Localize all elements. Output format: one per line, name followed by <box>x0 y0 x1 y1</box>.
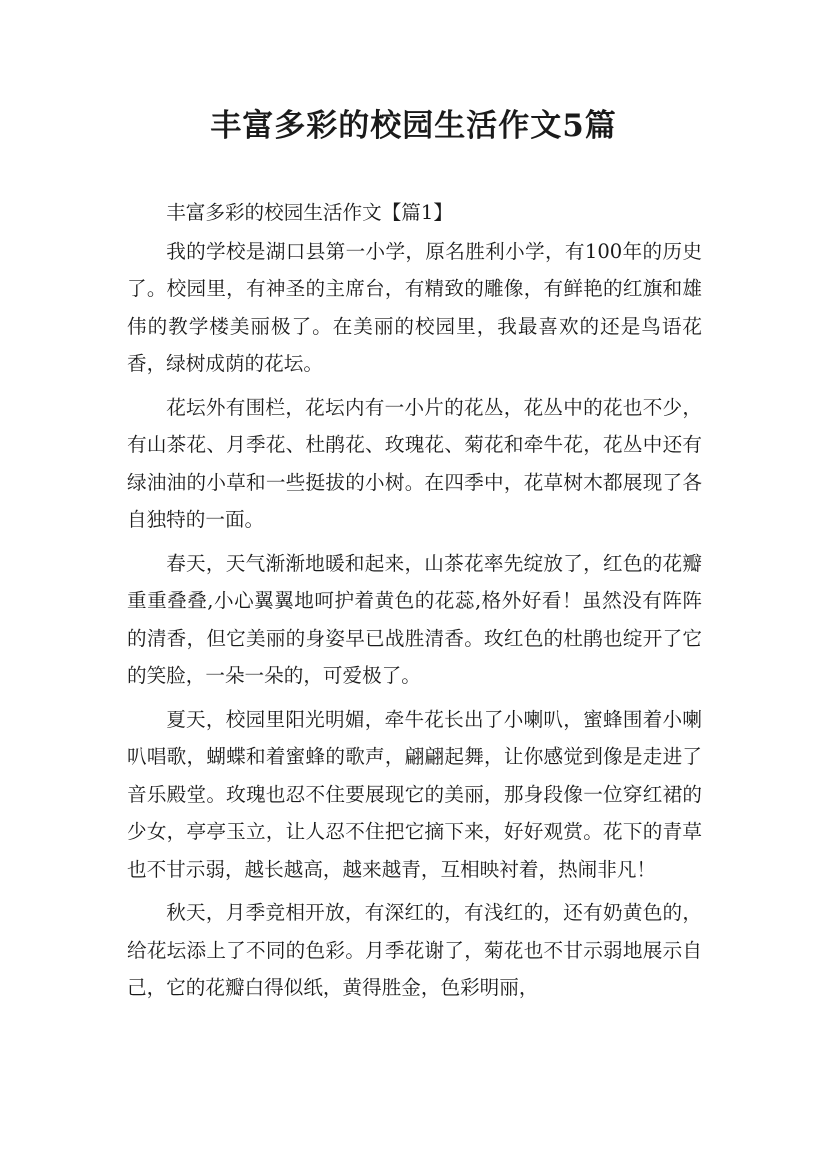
paragraph: 夏天，校园里阳光明媚，牵牛花长出了小喇叭，蜜蜂围着小喇叭唱歌，蝴蝶和着蜜蜂的歌声，翩翩起舞，让你感觉到像是走进了音乐殿堂。玫瑰也忍不住要展现它的美丽，那身段像一位穿红裙的少女，亭亭玉立，让人忍不住把它摘下来，好好观赏。花下的青草也不甘示弱，越长越高，越来越青，互相映衬着，热闹非凡！ <box>127 707 702 881</box>
document-title: 丰富多彩的校园生活作文5篇 <box>210 108 617 144</box>
paragraph: 秋天，月季竞相开放，有深红的，有浅红的，还有奶黄色的，给花坛添上了不同的色彩。月季花谢了，菊花也不甘示弱地展示自己，它的花瓣白得似纸，黄得胜金，色彩明丽， <box>127 901 702 999</box>
document-body <box>127 194 702 1013</box>
paragraph: 春天，天气渐渐地暖和起来，山茶花率先绽放了，红色的花瓣重重叠叠,小心翼翼地呵护着黄色的花蕊,格外好看！虽然没有阵阵的清香，但它美丽的身姿早已战胜清香。玫红色的杜鹃也绽开了它的笑脸，一朵一朵的，可爱极了。 <box>127 551 702 687</box>
paragraph: 我的学校是湖口县第一小学，原名胜利小学，有100年的历史了。校园里，有神圣的主席台，有精致的雕像，有鲜艳的红旗和雄伟的教学楼美丽极了。在美丽的校园里，我最喜欢的还是鸟语花香，绿树成荫的花坛。 <box>127 239 702 375</box>
paragraph: 花坛外有围栏，花坛内有一小片的花丛，花丛中的花也不少，有山茶花、月季花、杜鹃花、玫瑰花、菊花和牵牛花，花丛中还有绿油油的小草和一些挺拔的小树。在四季中，花草树木都展现了各自独特的一面。 <box>127 395 702 531</box>
section-heading: 丰富多彩的校园生活作文【篇1】 <box>166 201 453 224</box>
